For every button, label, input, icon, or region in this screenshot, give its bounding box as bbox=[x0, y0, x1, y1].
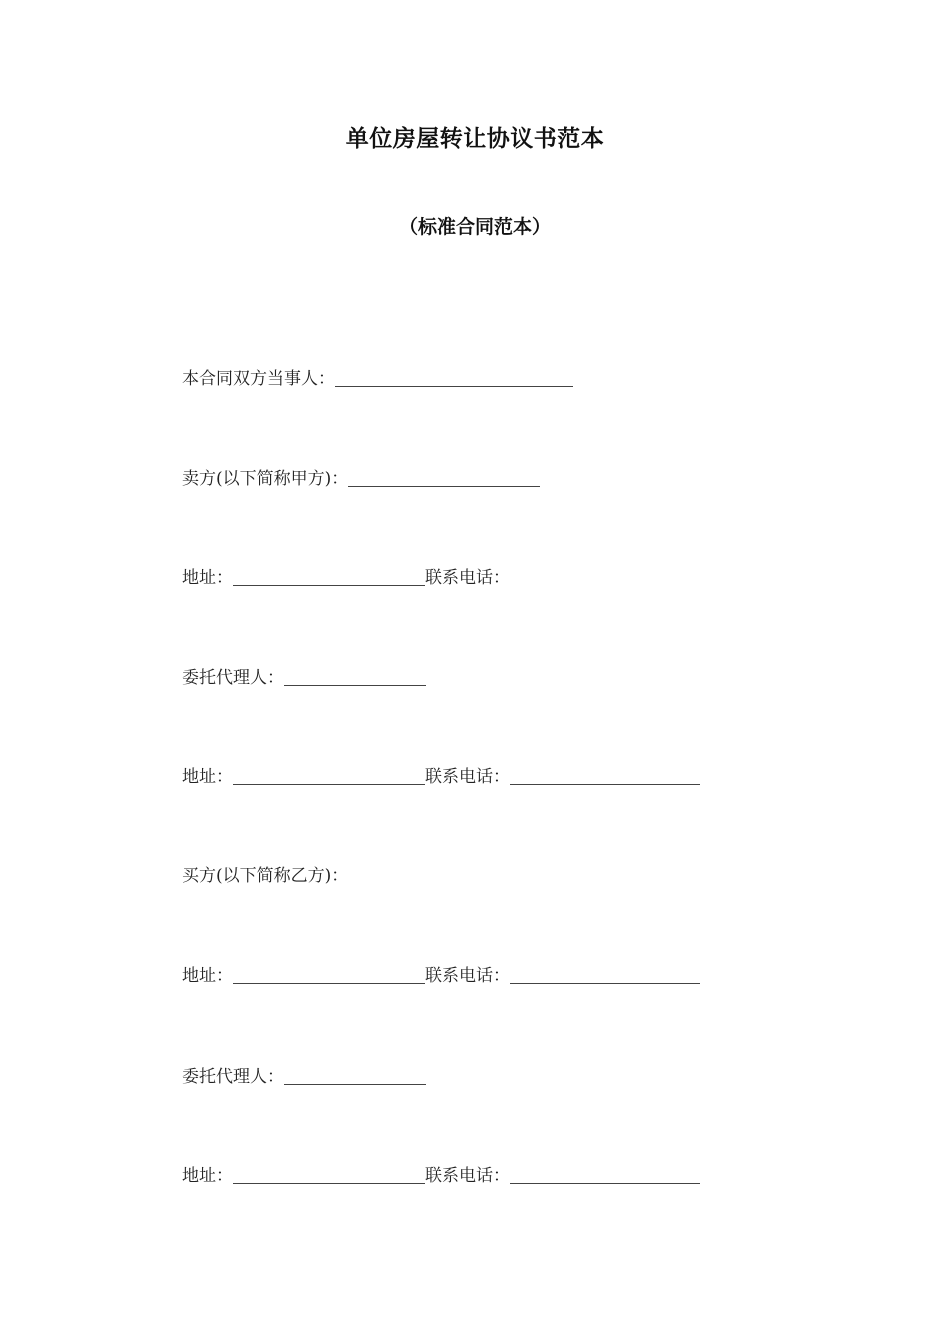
seller-agent-label: 委托代理人： bbox=[182, 668, 284, 688]
seller-phone-label: 联系电话： bbox=[425, 568, 510, 588]
seller-agent-phone-blank[interactable] bbox=[510, 764, 700, 785]
buyer-agent-line bbox=[182, 1064, 426, 1089]
buyer-address-label: 地址： bbox=[182, 966, 233, 986]
seller-agent-address-blank[interactable] bbox=[233, 764, 425, 785]
seller-agent-line bbox=[182, 665, 426, 690]
buyer-agent-address-blank[interactable] bbox=[233, 1163, 425, 1184]
seller-blank[interactable] bbox=[348, 466, 540, 487]
seller-address-line bbox=[182, 565, 510, 590]
buyer-agent-address-label: 地址： bbox=[182, 1166, 233, 1186]
buyer-address-blank[interactable] bbox=[233, 963, 425, 984]
buyer-agent-label: 委托代理人： bbox=[182, 1067, 284, 1087]
seller-line bbox=[182, 466, 540, 491]
document-subtitle: （标准合同范本） bbox=[398, 216, 551, 238]
parties-blank[interactable] bbox=[335, 366, 573, 387]
buyer-agent-phone-label: 联系电话： bbox=[425, 1166, 510, 1186]
parties-label: 本合同双方当事人： bbox=[182, 369, 335, 389]
document-title: 单位房屋转让协议书范本 bbox=[345, 126, 605, 152]
seller-agent-phone-label: 联系电话： bbox=[425, 767, 510, 787]
buyer-agent-blank[interactable] bbox=[284, 1064, 426, 1085]
buyer-agent-address-line bbox=[182, 1163, 700, 1188]
buyer-phone-label: 联系电话： bbox=[425, 966, 510, 986]
seller-label: 卖方(以下简称甲方)： bbox=[182, 469, 349, 489]
buyer-address-line bbox=[182, 963, 700, 988]
buyer-phone-blank[interactable] bbox=[510, 963, 700, 984]
seller-address-label: 地址： bbox=[182, 568, 233, 588]
buyer-agent-phone-blank[interactable] bbox=[510, 1163, 700, 1184]
seller-address-blank[interactable] bbox=[233, 565, 425, 586]
seller-agent-address-label: 地址： bbox=[182, 767, 233, 787]
buyer-label: 买方(以下简称乙方)： bbox=[182, 866, 349, 886]
seller-agent-address-line bbox=[182, 764, 700, 789]
parties-line bbox=[182, 366, 573, 391]
seller-agent-blank[interactable] bbox=[284, 665, 426, 686]
buyer-line bbox=[182, 864, 348, 888]
